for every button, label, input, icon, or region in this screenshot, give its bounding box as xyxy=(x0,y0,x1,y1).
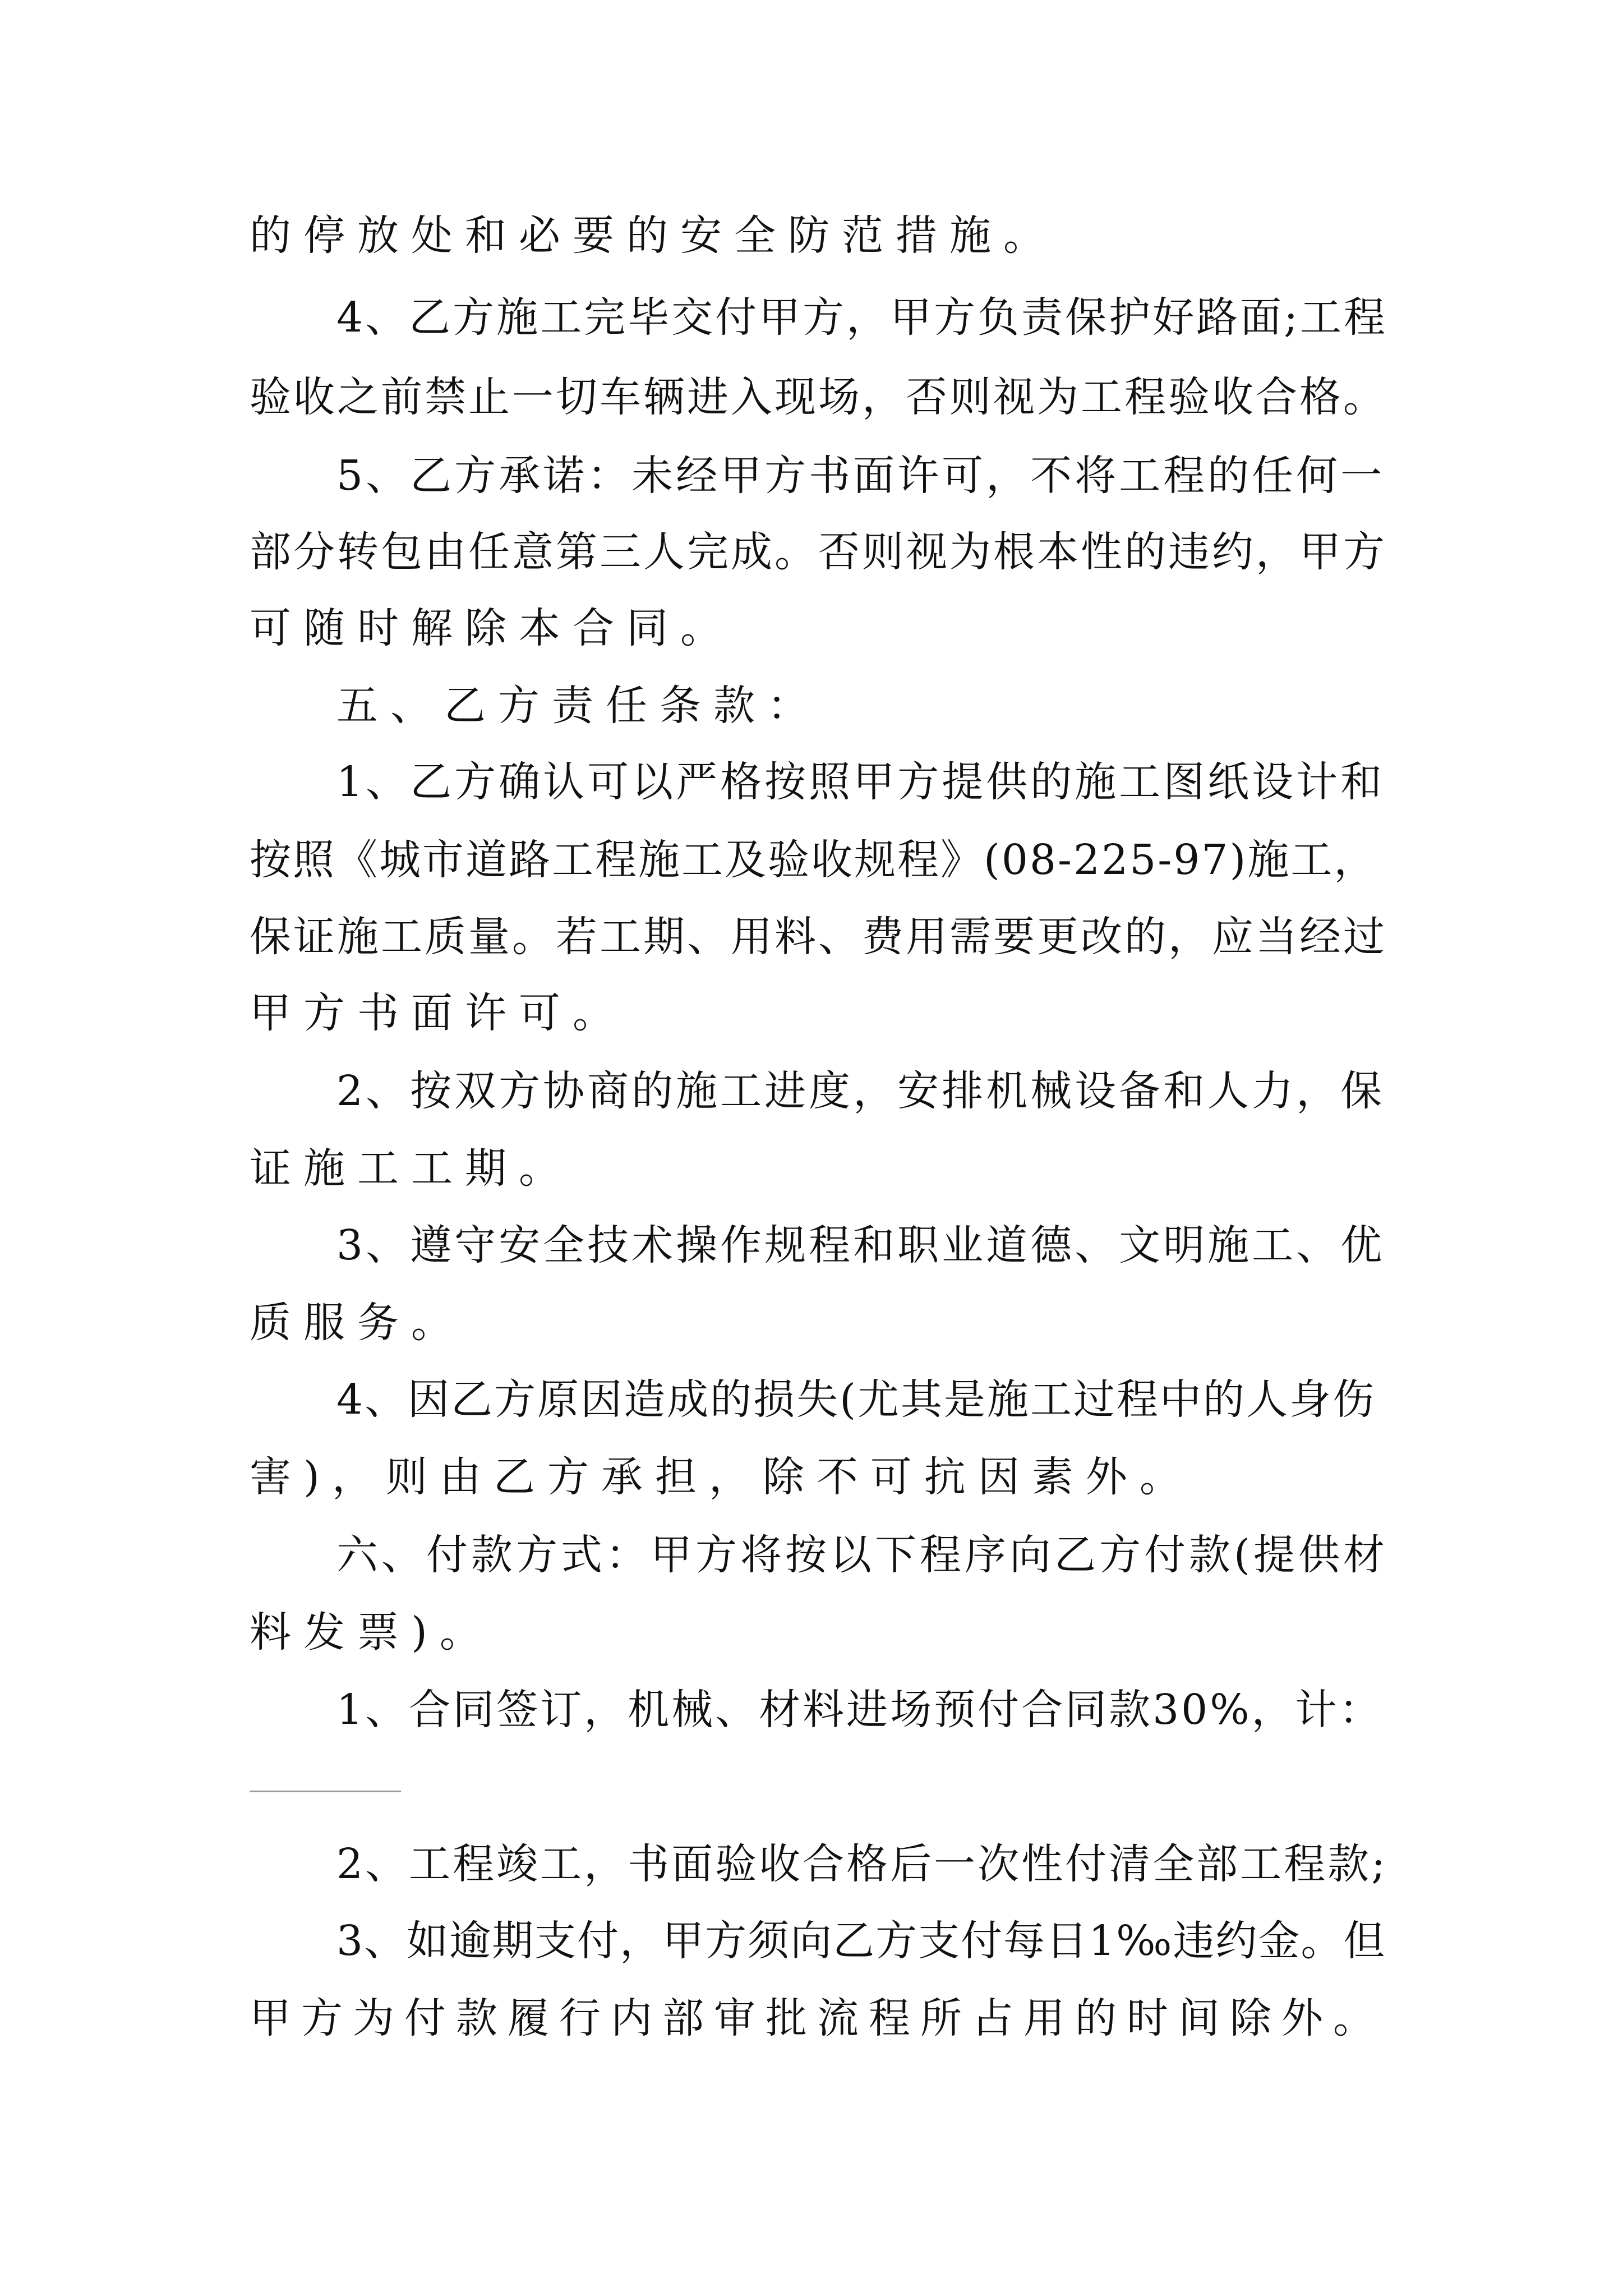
section-heading: 五、乙方责任条款： xyxy=(336,682,821,730)
text-line: 料发票)。 xyxy=(250,1608,494,1657)
text-line: 2、按双方协商的施工进度，安排机械设备和人力，保 xyxy=(336,1067,1385,1115)
text-line: 1、乙方确认可以严格按照甲方提供的施工图纸设计和 xyxy=(336,758,1385,806)
text-line: 验收之前禁止一切车辆进入现场，否则视为工程验收合格。 xyxy=(250,373,1387,421)
text-line: 甲方为付款履行内部审批流程所占用的时间除外。 xyxy=(250,1994,1385,2042)
text-line: 按照《城市道路工程施工及验收规程》(08-225-97)施工， xyxy=(250,836,1377,884)
text-line: 部分转包由任意第三人完成。否则视为根本性的违约，甲方 xyxy=(250,528,1387,576)
text-line: 5、乙方承诺：未经甲方书面许可，不将工程的任何一 xyxy=(336,452,1385,500)
text-line: 可随时解除本合同。 xyxy=(250,604,734,652)
text-line: 的停放处和必要的安全防范措施。 xyxy=(250,211,1057,260)
text-line: 3、如逾期支付，甲方须向乙方支付每日1‰违约金。但 xyxy=(336,1917,1386,1965)
separator-rule xyxy=(250,1791,401,1792)
text-line: 害)，则由乙方承担，除不可抗因素外。 xyxy=(250,1453,1193,1501)
text-line: 4、乙方施工完毕交付甲方，甲方负责保护好路面;工程 xyxy=(336,293,1388,342)
text-line: 质服务。 xyxy=(250,1299,465,1347)
section-heading: 六、付款方式：甲方将按以下程序向乙方付款(提供材 xyxy=(336,1531,1388,1579)
text-line: 保证施工质量。若工期、用料、费用需要更改的，应当经过 xyxy=(250,913,1387,961)
text-line: 3、遵守安全技术操作规程和职业道德、文明施工、优 xyxy=(336,1221,1385,1269)
text-line: 1、合同签订，机械、材料进场预付合同款30%，计： xyxy=(336,1686,1383,1734)
text-line: 2、工程竣工，书面验收合格后一次性付清全部工程款; xyxy=(336,1840,1388,1888)
text-line: 甲方书面许可。 xyxy=(250,989,626,1037)
text-line: 证施工工期。 xyxy=(250,1144,573,1193)
text-line: 4、因乙方原因造成的损失(尤其是施工过程中的人身伤 xyxy=(336,1375,1376,1424)
